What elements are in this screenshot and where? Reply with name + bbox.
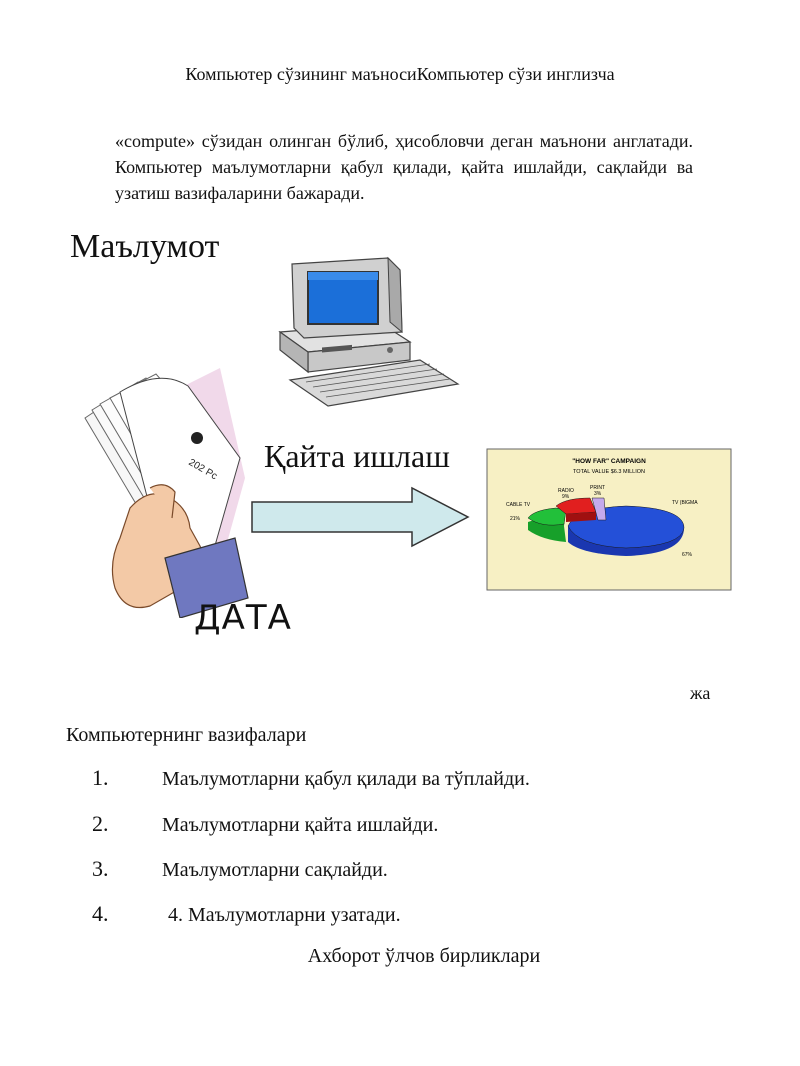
slice-label-cable: CABLE TV [506,502,531,508]
pie-chart-subtitle: TOTAL VALUE $6.3 MILLION [573,469,645,475]
list-item-text: Маълумотларни қайта ишлайди. [162,814,439,836]
slice-pct-print: 3% [594,491,602,497]
list-item-number: 1. [92,765,109,790]
list-item-text: 4. Маълумотларни узатади. [168,904,401,926]
pie-chart-title: "HOW FAR" CAMPAIGN [572,458,646,465]
trailing-text: жа [690,683,711,703]
list-item-number: 3. [92,856,109,881]
list-item-text: Маълумотларни қабул қилади ва тўплайди. [162,768,530,790]
units-heading: Ахборот ўлчов бирликлари [307,945,541,967]
papers-in-hand-icon [70,368,250,618]
data-label: ДАТА [194,598,292,638]
slice-label-radio: RADIO [558,488,574,494]
list-item-number: 2. [92,811,109,836]
slice-pct-radio: 9% [562,494,570,500]
list-item-number: 4. [92,901,109,926]
header-line: Компьютер сўзининг маъносиКомпьютер сўзи инглизча [185,64,615,84]
intro-paragraph: «compute» сўзидан олинган бўлиб, ҳисобловчи деган маънони англатади. Компьютер маълумотларни қабул қилади, қайта ишлайди, сақлайди ва узатиш вазифаларини бажаради. [115,131,693,203]
arrow-right-icon [250,486,472,548]
functions-heading: Компьютернинг вазифалари [66,724,307,746]
list-item-text: Маълумотларни сақлайди. [162,859,388,881]
pie-chart-panel [486,448,732,591]
paper-stamp: 202 Pc [186,457,219,483]
slice-pct-tv: 67% [682,552,693,558]
slice-label-print: PRINT [590,485,605,491]
input-label: Маълумот [70,228,220,265]
slice-label-tv: TV (BIGMA [672,500,698,506]
process-label: Қайта ишлаш [264,438,450,474]
computer-icon [270,252,470,407]
slice-pct-cable: 21% [510,516,521,522]
